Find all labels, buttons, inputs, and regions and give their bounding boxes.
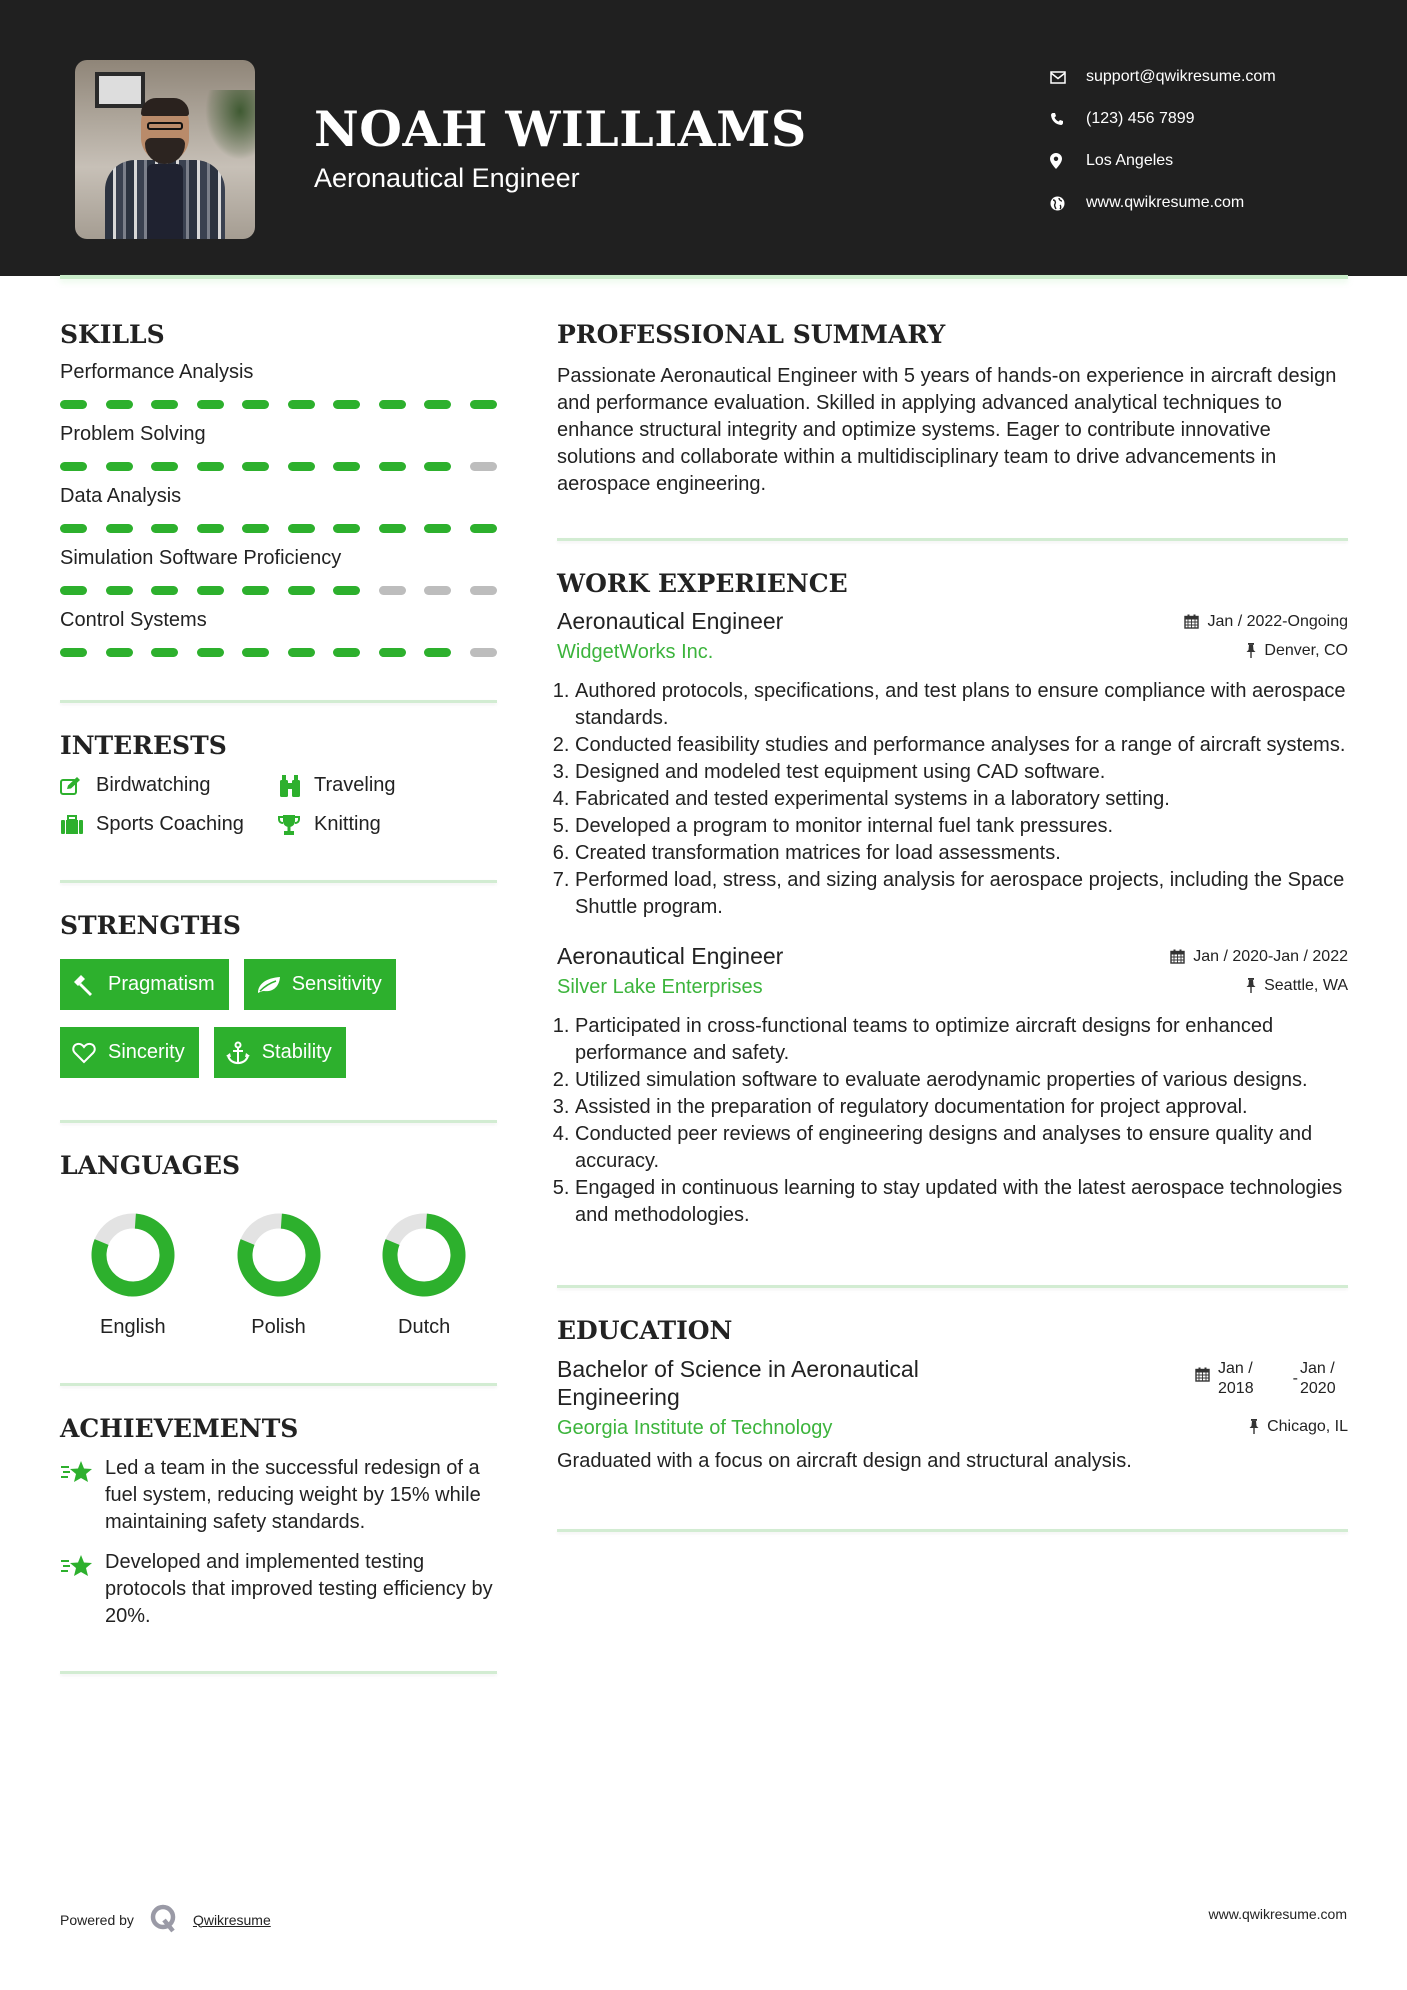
rating-dot-filled: [151, 586, 178, 595]
qwikresume-logo-icon: [149, 1903, 179, 1936]
experience-heading: WORK EXPERIENCE: [557, 569, 848, 598]
rating-dot-filled: [288, 586, 315, 595]
rating-dot-filled: [379, 400, 406, 409]
skill-rating: [60, 524, 497, 533]
job-dates: [1184, 613, 1348, 631]
photo-hair: [141, 98, 189, 116]
qwikresume-link[interactable]: Qwikresume: [192, 1911, 271, 1928]
job-company-row: [557, 976, 1348, 999]
job-entry: [557, 943, 1348, 1229]
skill-label: Simulation Software Proficiency: [60, 547, 342, 569]
contact-location-text: Los Angeles: [1086, 152, 1174, 169]
rating-dot-filled: [242, 524, 269, 533]
rating-dot-empty: [379, 586, 406, 595]
job-title: Aeronautical Engineer: [557, 943, 784, 969]
contact-website[interactable]: [1050, 182, 1276, 224]
skills-list: [60, 361, 497, 657]
job-duties-list: [557, 1013, 1348, 1229]
resume-header: [0, 0, 1407, 276]
duty-item: 2. Utilized simulation software to evaluate aerodynamic properties of various designs.: [575, 1067, 1348, 1094]
achievement-item: [60, 1455, 497, 1536]
contact-email-text: support@qwikresume.com: [1086, 68, 1276, 85]
section-divider: [60, 1120, 497, 1123]
pushpin-icon: [1249, 1419, 1259, 1434]
interests-heading: INTERESTS: [60, 731, 227, 760]
rating-dot-filled: [151, 400, 178, 409]
rating-dot-filled: [197, 400, 224, 409]
achievement-text: Developed and implemented testing protocols that improved testing efficiency by 20%.: [105, 1551, 493, 1627]
contact-phone-text: (123) 456 7899: [1086, 110, 1195, 127]
leaf-icon: [256, 976, 292, 994]
experience-section: [557, 569, 1348, 1229]
phone-icon: [1050, 112, 1086, 126]
job-dates-text: Jan / 2022-Ongoing: [1207, 612, 1348, 630]
rating-dot-filled: [379, 524, 406, 533]
strengths-heading: STRENGTHS: [60, 911, 241, 940]
skill-label: Data Analysis: [60, 485, 182, 507]
job-header-row: [557, 943, 1348, 970]
rating-dot-filled: [106, 400, 133, 409]
duty-item: 5. Engaged in continuous learning to stay updated with the latest aerospace technologies and methodologies.: [575, 1175, 1348, 1229]
language-label: Polish: [251, 1316, 306, 1338]
photo-glasses: [147, 122, 183, 130]
section-divider: [60, 1671, 497, 1674]
interest-item: [278, 774, 497, 797]
contact-phone[interactable]: [1050, 98, 1276, 140]
rating-dot-filled: [288, 524, 315, 533]
rating-dot-filled: [106, 586, 133, 595]
rating-dot-filled: [379, 648, 406, 657]
footer-website[interactable]: www.qwikresume.com: [1208, 1906, 1347, 1922]
rating-dot-filled: [379, 462, 406, 471]
rating-dot-filled: [424, 648, 451, 657]
education-description: Graduated with a focus on aircraft design and structural analysis.: [557, 1450, 1132, 1472]
strength-label: Pragmatism: [108, 973, 215, 995]
section-divider: [60, 1383, 497, 1386]
achievements-heading: ACHIEVEMENTS: [60, 1414, 299, 1443]
rating-dot-filled: [60, 524, 87, 533]
contact-location: [1050, 140, 1276, 182]
summary-section: [557, 320, 1348, 498]
job-location: [1246, 977, 1348, 995]
achievement-item: [60, 1549, 497, 1630]
skill-rating: [60, 400, 497, 409]
strength-badge: [60, 959, 229, 1010]
job-duties-list: [557, 678, 1348, 921]
rating-dot-filled: [106, 524, 133, 533]
languages-heading: LANGUAGES: [60, 1151, 241, 1180]
job-location-text: Denver, CO: [1264, 641, 1348, 659]
rating-dot-filled: [288, 462, 315, 471]
strengths-list: [60, 959, 497, 1078]
map-marker-icon: [1050, 153, 1086, 169]
education-location-text: Chicago, IL: [1267, 1417, 1348, 1435]
calendar-icon: [1170, 949, 1185, 964]
job-location: [1246, 642, 1348, 660]
star-icon: [60, 1455, 105, 1536]
interest-label: Traveling: [314, 774, 396, 796]
skill-rating: [60, 648, 497, 657]
job-location-text: Seattle, WA: [1264, 976, 1348, 994]
anchor-icon: [226, 1041, 262, 1065]
skills-heading: SKILLS: [60, 320, 165, 349]
interest-item: [60, 774, 278, 797]
strength-badge: [60, 1027, 199, 1078]
job-dates-text: Jan / 2020-Jan / 2022: [1193, 947, 1348, 965]
contact-list: [1050, 56, 1276, 224]
envelope-icon: [1050, 71, 1086, 84]
language-item: [60, 1212, 206, 1339]
section-divider: [60, 700, 497, 703]
skill-rating: [60, 586, 497, 595]
rating-dot-filled: [288, 648, 315, 657]
duty-item: 7. Performed load, stress, and sizing analysis for aerospace projects, including the Space Shuttle program.: [575, 867, 1348, 921]
powered-by-label: Powered by: [60, 1911, 134, 1928]
education-heading: EDUCATION: [557, 1316, 733, 1345]
trophy-icon: [278, 814, 314, 836]
rating-dot-filled: [424, 400, 451, 409]
interest-label: Knitting: [314, 813, 381, 835]
skills-section: [60, 320, 497, 657]
language-label: Dutch: [398, 1316, 451, 1338]
rating-dot-filled: [151, 462, 178, 471]
end-month: Jan /: [1300, 1360, 1335, 1377]
rating-dot-filled: [242, 648, 269, 657]
rating-dot-filled: [470, 400, 497, 409]
skill-label: Control Systems: [60, 609, 207, 631]
interests-list: [60, 774, 497, 836]
rating-dot-filled: [106, 462, 133, 471]
rating-dot-filled: [288, 400, 315, 409]
duty-item: 1. Authored protocols, specifications, and test plans to ensure compliance with aerospace standards.: [575, 678, 1348, 732]
rating-dot-filled: [60, 586, 87, 595]
strength-badge: [244, 959, 396, 1010]
rating-dot-filled: [424, 524, 451, 533]
summary-heading: PROFESSIONAL SUMMARY: [557, 320, 946, 349]
job-entry: [557, 608, 1348, 921]
rating-dot-filled: [242, 462, 269, 471]
job-header-row: [557, 608, 1348, 635]
star-icon: [60, 1549, 105, 1630]
duty-item: 2. Conducted feasibility studies and performance analyses for a range of aircraft systems.: [575, 732, 1348, 759]
rating-dot-filled: [151, 524, 178, 533]
candidate-title: Aeronautical Engineer: [314, 163, 580, 193]
footer-powered-by: [60, 1903, 271, 1936]
rating-dot-filled: [60, 462, 87, 471]
heart-icon: [72, 1042, 108, 1064]
rating-dot-filled: [242, 400, 269, 409]
education-location: [1249, 1418, 1348, 1436]
rating-dot-empty: [470, 462, 497, 471]
rating-dot-filled: [470, 524, 497, 533]
skill-rating: [60, 462, 497, 471]
duty-item: 4. Fabricated and tested experimental systems in a laboratory setting.: [575, 786, 1348, 813]
rating-dot-filled: [242, 586, 269, 595]
skill-label: Problem Solving: [60, 423, 206, 445]
education-header-row: [557, 1355, 1348, 1411]
language-label: English: [100, 1316, 166, 1338]
language-proficiency-donut: [381, 1212, 467, 1298]
section-divider: [60, 880, 497, 883]
candidate-name: NOAH WILLIAMS: [314, 100, 807, 158]
duty-item: 1. Participated in cross-functional teams to optimize aircraft designs for enhanced performance and safety.: [575, 1013, 1348, 1067]
degree-title: Bachelor of Science in Aeronautical Engineering: [557, 1356, 919, 1410]
interest-item: [60, 813, 278, 836]
rating-dot-filled: [106, 648, 133, 657]
education-dates: [1195, 1355, 1348, 1399]
pushpin-icon: [1246, 643, 1256, 658]
duty-item: 5. Developed a program to monitor internal fuel tank pressures.: [575, 813, 1348, 840]
left-column: [60, 320, 497, 1674]
duty-item: 6. Created transformation matrices for load assessments.: [575, 840, 1348, 867]
strength-label: Stability: [261, 1041, 332, 1063]
rating-dot-filled: [197, 586, 224, 595]
company-name: WidgetWorks Inc.: [557, 641, 714, 663]
calendar-icon: [1195, 1359, 1210, 1388]
calendar-icon: [1184, 614, 1199, 629]
job-title: Aeronautical Engineer: [557, 608, 784, 634]
globe-icon: [1050, 196, 1086, 211]
section-divider: [557, 1529, 1348, 1532]
languages-section: [60, 1151, 497, 1339]
education-end-date: [1300, 1359, 1348, 1399]
rating-dot-filled: [424, 462, 451, 471]
rating-dot-filled: [197, 462, 224, 471]
header-divider: [60, 275, 1348, 279]
job-dates: [1170, 948, 1348, 966]
rating-dot-empty: [424, 586, 451, 595]
education-entry: [557, 1355, 1348, 1475]
rating-dot-empty: [470, 586, 497, 595]
strength-label: Sincerity: [108, 1041, 185, 1063]
strengths-section: [60, 911, 497, 1078]
language-item: [206, 1212, 352, 1339]
rating-dot-filled: [333, 400, 360, 409]
interest-label: Sports Coaching: [96, 813, 244, 835]
rating-dot-filled: [151, 648, 178, 657]
language-proficiency-donut: [90, 1212, 176, 1298]
interest-item: [278, 813, 497, 836]
rating-dot-filled: [60, 400, 87, 409]
start-month: Jan /: [1218, 1360, 1253, 1377]
education-section: [557, 1316, 1348, 1475]
suitcase-icon: [60, 815, 96, 835]
edit-icon: [60, 776, 96, 796]
company-name: Silver Lake Enterprises: [557, 976, 763, 998]
contact-website-text: www.qwikresume.com: [1086, 194, 1245, 211]
photo-background-plant: [205, 90, 255, 160]
education-start-date: [1218, 1359, 1258, 1399]
duty-item: 4. Conducted peer reviews of engineering designs and analyses to ensure quality and accuracy.: [575, 1121, 1348, 1175]
rating-dot-filled: [333, 462, 360, 471]
strength-label: Sensitivity: [291, 973, 382, 995]
duty-item: 3. Assisted in the preparation of regulatory documentation for project approval.: [575, 1094, 1348, 1121]
strength-badge: [214, 1027, 346, 1078]
achievement-text: Led a team in the successful redesign of a fuel system, reducing weight by 15% while maintaining safety standards.: [105, 1457, 481, 1533]
rating-dot-filled: [60, 648, 87, 657]
photo-tshirt: [147, 164, 183, 239]
contact-email[interactable]: [1050, 56, 1276, 98]
binoculars-icon: [278, 775, 314, 797]
skill-label: Performance Analysis: [60, 361, 254, 383]
education-school-row: [557, 1417, 1348, 1440]
rating-dot-filled: [197, 524, 224, 533]
languages-list: [60, 1212, 497, 1339]
interests-section: [60, 731, 497, 836]
start-year: 2018: [1218, 1380, 1254, 1397]
rating-dot-filled: [333, 586, 360, 595]
section-divider: [557, 1285, 1348, 1288]
right-column: [557, 320, 1348, 1532]
end-year: 2020: [1300, 1380, 1336, 1397]
interest-label: Birdwatching: [96, 774, 211, 796]
profile-photo: [75, 60, 255, 239]
summary-text: Passionate Aeronautical Engineer with 5 years of hands-on experience in aircraft design and performance evaluation. Skilled in applying advanced analytical techniques to enhance structural integrity and optimize systems. Eager to contribute innovative solutions and collaborate within a multidisciplinary team to drive advancements in aerospace engineering.: [557, 365, 1337, 495]
school-name: Georgia Institute of Technology: [557, 1417, 833, 1439]
gavel-icon: [72, 974, 108, 996]
rating-dot-empty: [470, 648, 497, 657]
rating-dot-filled: [197, 648, 224, 657]
section-divider: [557, 538, 1348, 541]
rating-dot-filled: [333, 524, 360, 533]
job-company-row: [557, 641, 1348, 664]
duty-item: 3. Designed and modeled test equipment using CAD software.: [575, 759, 1348, 786]
language-item: [351, 1212, 497, 1339]
rating-dot-filled: [333, 648, 360, 657]
achievements-section: [60, 1414, 497, 1630]
language-proficiency-donut: [236, 1212, 322, 1298]
date-separator: -: [1292, 1370, 1298, 1387]
photo-background-frame: [95, 72, 145, 108]
pushpin-icon: [1246, 978, 1256, 993]
